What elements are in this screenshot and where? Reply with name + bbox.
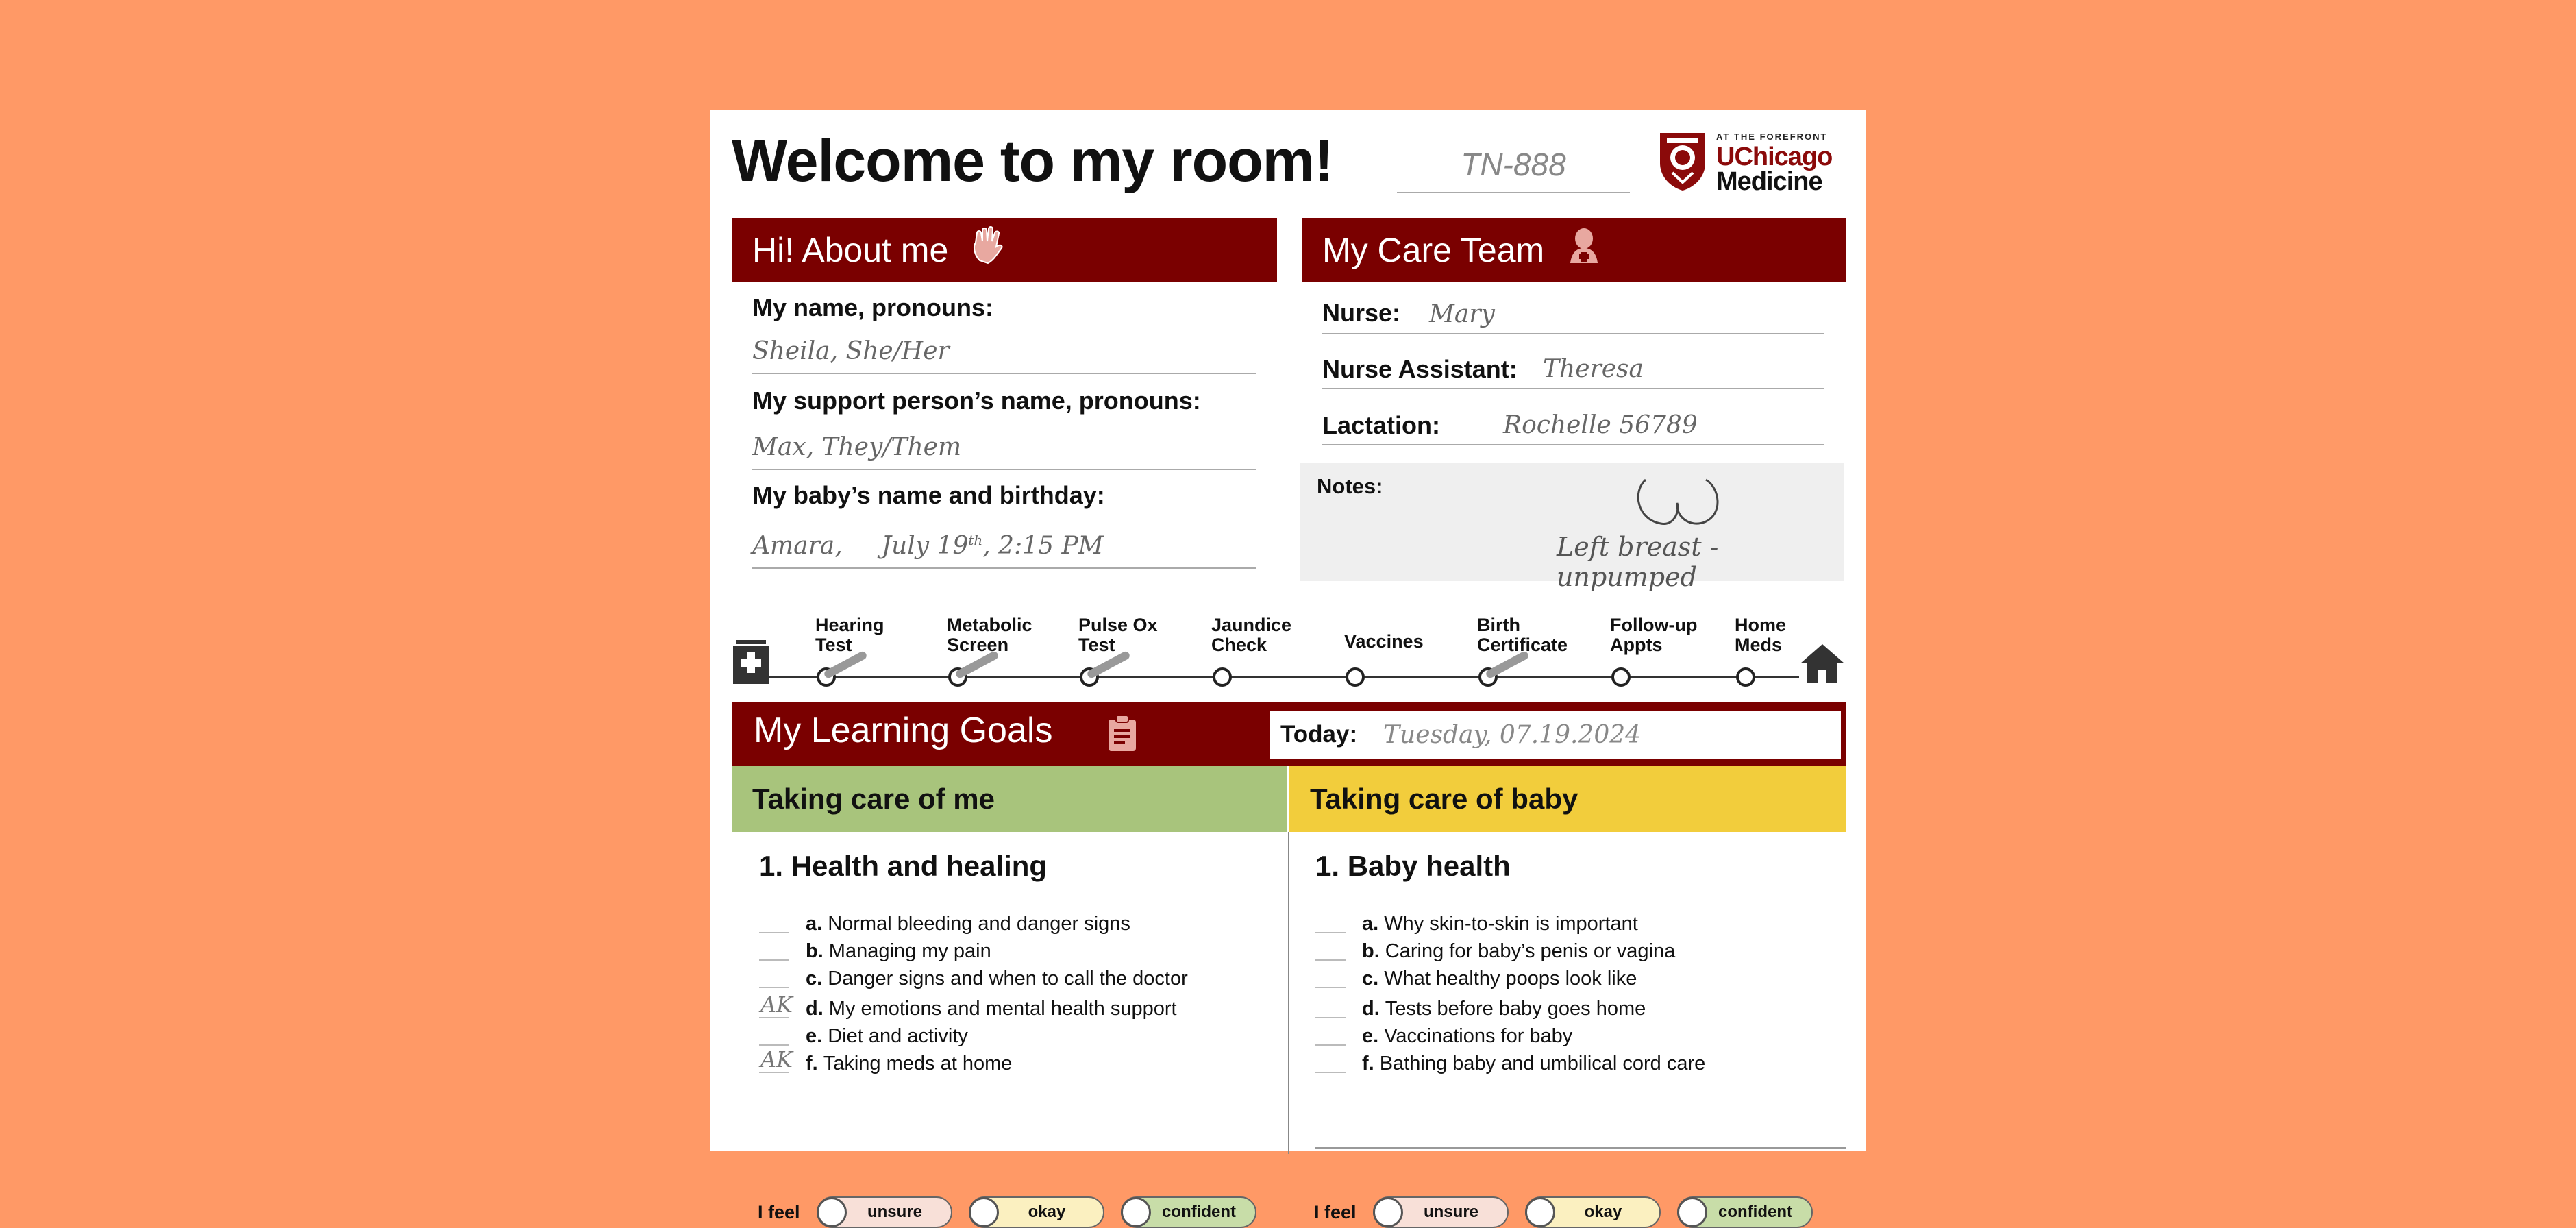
list-item: [759, 1022, 1252, 1050]
checklist-item-text: Managing my pain: [828, 940, 991, 962]
me-feel-okay-option[interactable]: [969, 1196, 1104, 1228]
logo-name-line2: Medicine: [1716, 167, 1822, 196]
baby-value: [752, 532, 1104, 560]
timeline-step-label: [1735, 615, 1786, 655]
baby-feel-okay-option[interactable]: [1525, 1196, 1661, 1228]
checklist-text: [806, 965, 1188, 992]
checklist-item-text: Bathing baby and umbilical cord care: [1379, 1053, 1706, 1074]
radio-circle-icon: [817, 1197, 847, 1227]
checklist-text: [1362, 1022, 1572, 1050]
about-me-header: [732, 218, 1277, 282]
checklist-blank[interactable]: [1315, 939, 1346, 961]
list-item: [1315, 1050, 1809, 1077]
checklist-text: [1362, 1050, 1705, 1077]
care-team-heading: My Care Team: [1322, 231, 1545, 269]
breast-sketch-icon: [1628, 471, 1731, 526]
checklist-letter: c.: [806, 968, 823, 990]
support-value: Max, They/Them: [752, 433, 962, 461]
checklist-text: [1362, 995, 1646, 1022]
checklist-letter: f.: [806, 1053, 818, 1074]
list-item: [759, 910, 1252, 937]
checklist-text: [806, 910, 1130, 937]
radio-circle-icon: [1677, 1197, 1707, 1227]
checklist-text: [1362, 965, 1637, 992]
list-item: [1315, 1022, 1809, 1050]
checklist-blank[interactable]: [1315, 996, 1346, 1018]
timeline-step-node[interactable]: [1736, 667, 1755, 687]
staff-initials-mark: AK: [760, 992, 793, 1018]
checklist-item-text: Why skin-to-skin is important: [1384, 913, 1638, 935]
shield-icon: [1659, 130, 1707, 192]
care-team-header: [1302, 218, 1846, 282]
checklist-blank[interactable]: [1315, 911, 1346, 933]
checklist-letter: e.: [806, 1025, 823, 1047]
checklist-letter: a.: [1362, 913, 1379, 935]
checklist-item-text: Vaccinations for baby: [1384, 1025, 1573, 1047]
logo-name-line1: UChicago: [1716, 143, 1833, 171]
baby-date-suffix: th: [968, 532, 983, 548]
timeline-step-line2: Appts: [1610, 635, 1663, 655]
checklist-text: [806, 937, 991, 965]
checklist-letter: d.: [1362, 998, 1380, 1020]
staff-initials-mark: AK: [760, 1046, 793, 1072]
room-code-field[interactable]: [1397, 137, 1630, 193]
list-item: [1315, 995, 1809, 1022]
list-item: [1315, 965, 1809, 992]
checklist-item-text: Caring for baby’s penis or vagina: [1385, 940, 1676, 962]
timeline-step-line2: Check: [1211, 635, 1267, 655]
uchicago-medicine-logo: [1659, 130, 1857, 199]
assistant-label: Nurse Assistant:: [1322, 355, 1518, 383]
checklist-text: [1362, 937, 1675, 965]
radio-circle-icon: [1525, 1197, 1555, 1227]
notes-value: Left breast - unpumped: [1557, 532, 1719, 592]
name-value: Sheila, She/Her: [752, 337, 950, 365]
checklist-blank[interactable]: [759, 939, 789, 961]
list-item: [759, 992, 1252, 1022]
radio-circle-icon: [1121, 1197, 1151, 1227]
timeline-step-line2: Screen: [947, 635, 1009, 655]
checklist-blank[interactable]: [1315, 1051, 1346, 1073]
timeline-step-line2: Meds: [1735, 635, 1783, 655]
checklist-blank[interactable]: [1315, 966, 1346, 988]
checklist-item-text: Diet and activity: [828, 1025, 968, 1047]
checklist-letter: e.: [1362, 1025, 1379, 1047]
name-field[interactable]: [752, 329, 1256, 374]
today-value: Tuesday, 07.19.2024: [1383, 721, 1642, 749]
timeline-step-line1: Jaundice: [1211, 615, 1292, 635]
timeline-step-node[interactable]: [1611, 667, 1631, 687]
baby-label: My baby’s name and birthday:: [752, 481, 1105, 509]
checklist-item-text: What healthy poops look like: [1384, 968, 1637, 990]
timeline-step-label: [947, 615, 1032, 655]
checklist-text: [806, 995, 1177, 1022]
me-feel-confident-option[interactable]: [1121, 1196, 1256, 1228]
feel-option-label: okay: [1584, 1203, 1622, 1221]
name-label: My name, pronouns:: [752, 293, 994, 321]
checklist-blank[interactable]: [759, 966, 789, 988]
i-feel-label: I feel: [1314, 1202, 1357, 1223]
checklist-item-text: Danger signs and when to call the doctor: [828, 968, 1188, 990]
support-field[interactable]: [752, 423, 1256, 470]
clipboard-icon: [1107, 715, 1137, 752]
nurse-icon: [1566, 221, 1602, 285]
list-item: [759, 1046, 1252, 1077]
timeline-step-line1: Birth: [1477, 615, 1520, 635]
lactation-field[interactable]: [1322, 404, 1824, 445]
checklist-letter: b.: [806, 940, 823, 962]
checklist-item-text: Normal bleeding and danger signs: [828, 913, 1130, 935]
timeline-step-line1: Metabolic: [947, 615, 1032, 635]
baby-feel-unsure-option[interactable]: [1373, 1196, 1509, 1228]
baby-date-value: July 19: [881, 532, 969, 560]
i-feel-label: I feel: [758, 1202, 800, 1223]
learning-goals-heading: My Learning Goals: [754, 711, 1053, 750]
me-feel-unsure-option[interactable]: [817, 1196, 952, 1228]
timeline-step-line1: Home: [1735, 615, 1787, 635]
baby-health-title: 1. Baby health: [1315, 850, 1511, 882]
nurse-label: Nurse:: [1322, 299, 1401, 327]
baby-field[interactable]: [752, 519, 1256, 569]
list-item: [759, 937, 1252, 965]
checklist-text: [806, 1050, 1012, 1077]
notes-box[interactable]: [1300, 463, 1844, 592]
timeline-step-label: [1344, 632, 1424, 652]
radio-circle-icon: [1373, 1197, 1403, 1227]
notes-label: Notes:: [1317, 474, 1383, 498]
room-code-value: TN-888: [1461, 147, 1566, 182]
checklist-letter: f.: [1362, 1053, 1374, 1074]
logo-tagline: AT THE FOREFRONT: [1716, 132, 1828, 142]
timeline-step-label: [1211, 615, 1291, 655]
radio-circle-icon: [969, 1197, 999, 1227]
checklist-blank[interactable]: [1315, 1024, 1346, 1046]
feel-option-label: unsure: [867, 1203, 922, 1221]
list-item: [759, 965, 1252, 992]
timeline-step-line1: Follow-up: [1610, 615, 1698, 635]
care-for-baby-header: Taking care of baby: [1289, 766, 1846, 832]
page-title: Welcome to my room!: [732, 128, 1333, 194]
timeline-step-label: [815, 615, 884, 655]
timeline-track: [751, 676, 1799, 678]
checklist-letter: d.: [806, 998, 823, 1020]
lactation-label: Lactation:: [1322, 411, 1441, 439]
health-healing-title: 1. Health and healing: [759, 850, 1048, 882]
checklist-text: [806, 1022, 968, 1050]
checklist-item-text: My emotions and mental health support: [828, 998, 1177, 1020]
section-divider: [1315, 1147, 1846, 1149]
home-icon: [1799, 643, 1846, 684]
support-label: My support person’s name, pronouns:: [752, 386, 1201, 415]
assistant-field[interactable]: [1322, 349, 1824, 389]
baby-time-value: , 2:15 PM: [982, 532, 1104, 560]
checklist-letter: a.: [806, 913, 823, 935]
timeline-step-line1: Vaccines: [1344, 631, 1424, 652]
nurse-value: Mary: [1429, 300, 1495, 328]
lactation-value: Rochelle 56789: [1503, 411, 1698, 439]
feel-option-label: confident: [1162, 1203, 1236, 1221]
column-divider: [1288, 832, 1289, 1154]
timeline-step-node[interactable]: [1346, 667, 1365, 687]
waving-hand-icon: [970, 221, 1006, 285]
checklist-blank[interactable]: [759, 1024, 789, 1046]
timeline-step-label: [1477, 615, 1568, 655]
welcome-sheet: [710, 110, 1866, 1223]
feel-option-label: confident: [1718, 1203, 1792, 1221]
timeline-step-label: [1078, 615, 1158, 655]
list-item: [1315, 910, 1809, 937]
timeline-step-line2: Certificate: [1477, 635, 1568, 655]
today-label: Today:: [1280, 721, 1358, 748]
today-field[interactable]: [1270, 711, 1841, 759]
nurse-field[interactable]: [1322, 295, 1824, 334]
feel-option-label: unsure: [1423, 1203, 1478, 1221]
feel-option-label: okay: [1028, 1203, 1066, 1221]
timeline-step-line2: Test: [1078, 635, 1115, 655]
timeline-step-line2: Test: [815, 635, 852, 655]
list-item: [1315, 937, 1809, 965]
timeline-step-line1: Hearing: [815, 615, 884, 635]
checklist-item-text: Taking meds at home: [823, 1053, 1013, 1074]
care-for-me-header: Taking care of me: [732, 766, 1287, 832]
checklist-blank[interactable]: [759, 911, 789, 933]
checklist-letter: c.: [1362, 968, 1379, 990]
checklist-item-text: Tests before baby goes home: [1385, 998, 1646, 1020]
timeline-step-node[interactable]: [1213, 667, 1232, 687]
timeline-step-label: [1610, 615, 1697, 655]
baby-feel-confident-option[interactable]: [1677, 1196, 1813, 1228]
baby-name-value: Amara,: [752, 532, 843, 560]
about-me-heading: Hi! About me: [752, 231, 949, 269]
checklist-text: [1362, 910, 1638, 937]
checklist-letter: b.: [1362, 940, 1380, 962]
assistant-value: Theresa: [1543, 355, 1644, 383]
timeline-step-line1: Pulse Ox: [1078, 615, 1158, 635]
